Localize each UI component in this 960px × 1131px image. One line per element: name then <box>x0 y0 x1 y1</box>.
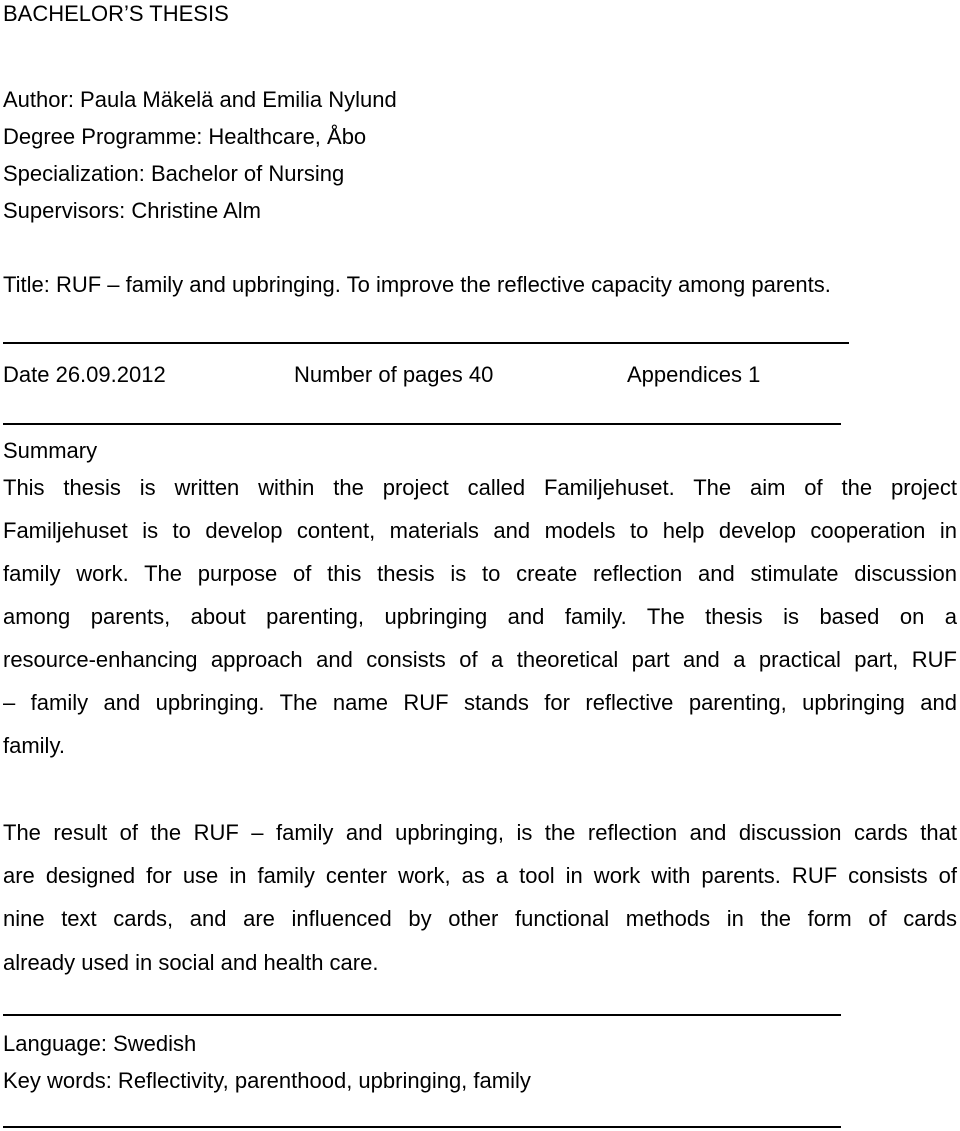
degree-programme-line: Degree Programme: Healthcare, Åbo <box>3 124 367 149</box>
appendices-field: Appendices 1 <box>627 362 761 387</box>
divider-rule <box>3 342 849 344</box>
supervisors-line: Supervisors: Christine Alm <box>3 198 261 223</box>
paragraph-line: Familjehuset is to develop content, materials and models to help develop cooperation in <box>3 518 957 543</box>
paragraph-line: nine text cards, and are influenced by other functional methods in the form of cards <box>3 906 957 931</box>
thesis-title: BACHELOR’S THESIS <box>3 1 229 26</box>
language-line: Language: Swedish <box>3 1031 197 1056</box>
thesis-title-line: Title: RUF – family and upbringing. To improve the reflective capacity among parents. <box>3 272 831 297</box>
divider-rule <box>3 423 841 425</box>
keywords-line: Key words: Reflectivity, parenthood, upbringing, family <box>3 1068 531 1093</box>
paragraph-line: are designed for use in family center work, as a tool in work with parents. RUF consists of <box>3 863 957 888</box>
paragraph-line: resource-enhancing approach and consists of a theoretical part and a practical part, RUF <box>3 647 957 672</box>
author-line: Author: Paula Mäkelä and Emilia Nylund <box>3 87 397 112</box>
meta-row <box>3 362 957 388</box>
paragraph-line: This thesis is written within the project called Familjehuset. The aim of the project <box>3 475 957 500</box>
paragraph-line: – family and upbringing. The name RUF stands for reflective parenting, upbringing and <box>3 690 957 715</box>
paragraph-line: family. <box>3 733 65 758</box>
pages-field: Number of pages 40 <box>294 362 494 387</box>
paragraph-line: family work. The purpose of this thesis is to create reflection and stimulate discussion <box>3 561 957 586</box>
divider-rule <box>3 1014 841 1016</box>
divider-rule <box>3 1126 841 1128</box>
date-field: Date 26.09.2012 <box>3 362 166 387</box>
summary-heading: Summary <box>3 438 98 463</box>
paragraph-line: already used in social and health care. <box>3 950 379 975</box>
paragraph-line: among parents, about parenting, upbringing and family. The thesis is based on a <box>3 604 957 629</box>
paragraph-line: The result of the RUF – family and upbringing, is the reflection and discussion cards that <box>3 820 957 845</box>
specialization-line: Specialization: Bachelor of Nursing <box>3 161 345 186</box>
